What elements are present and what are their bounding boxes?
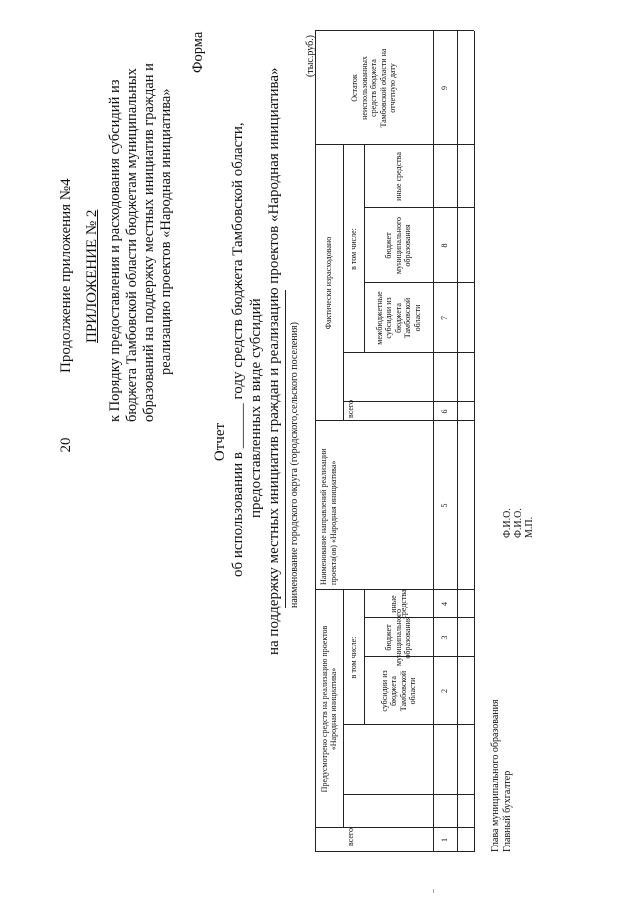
column-number: 2 — [440, 689, 450, 693]
appendix-line-4: реализацию проектов «Народная инициатива» — [158, 88, 174, 375]
appendix-line-3: образований на поддержку местных инициатив граждан и — [141, 63, 157, 422]
planned-funds-header: Предусмотрено средств на реализацию проектов «Народная инициатива» — [319, 625, 338, 793]
actual-including-header: в том числе: — [348, 228, 358, 270]
column-number: 3 — [440, 635, 450, 640]
report-line-2: предоставленных в виде субсидий — [248, 298, 264, 518]
appendix-line-2: бюджета Тамбовской области бюджетам муниципальных — [124, 68, 140, 422]
report-line-1-suffix: году средств бюджета Тамбовской области, — [230, 122, 246, 400]
continuation-note: Продолжение приложения №4 — [58, 178, 74, 373]
appendix-title: ПРИЛОЖЕНИЕ № 2 — [84, 209, 100, 343]
column-number: 1 — [440, 838, 450, 842]
fio-head[interactable]: Ф.И.О. — [502, 508, 513, 538]
head-of-municipality-label: Глава муниципального образования — [490, 699, 501, 852]
page-number: 20 — [58, 437, 74, 453]
planned-including-header: в том числе: — [348, 636, 358, 679]
actual-spent-header: Фактически израсходовано — [324, 236, 334, 330]
appendix-line-1: к Порядку предоставления и расходования субсидий из — [107, 79, 123, 422]
seal-label: М.П. — [524, 516, 535, 538]
planned-total-header: всего — [346, 827, 355, 846]
report-line-1 — [230, 122, 247, 577]
column-number: 8 — [440, 243, 450, 248]
column-number: 9 — [440, 86, 450, 90]
planned-other-header: иные средства — [389, 589, 408, 619]
column-number: 4 — [440, 602, 450, 606]
column-number: 5 — [440, 503, 450, 508]
actual-municipal-header: бюджет муниципального образования — [384, 216, 413, 275]
chief-accountant-label: Главный бухгалтер — [502, 770, 513, 852]
directions-header: Наименование направлений реализации проекта(ов) «Народная инициатива» — [319, 448, 338, 585]
column-number: 7 — [440, 316, 450, 320]
report-title: Отчет — [212, 422, 228, 462]
binding-mark — [433, 889, 434, 893]
remainder-header: Остаток неиспользованных средств бюджета Тамбовской области на отчетную дату — [350, 48, 398, 128]
fio-accountant[interactable]: Ф.И.О. — [513, 508, 524, 538]
column-number: 6 — [440, 409, 450, 414]
table-row[interactable] — [458, 31, 474, 851]
planned-subsidies-header: субсидии из бюджета Тамбовской области — [379, 670, 417, 712]
municipality-caption: наименование городского округа (городского,сельского поселения) — [289, 322, 300, 608]
report-year-blank[interactable]: ______ — [230, 403, 246, 449]
municipality-line[interactable] — [285, 290, 286, 608]
units-label: (тыс.руб.) — [305, 34, 316, 77]
actual-total-header: всего — [346, 399, 355, 418]
actual-subsidies-header: межбюджетные субсидии из бюджета Тамбовской области — [374, 291, 422, 345]
planned-municipal-header: бюджет муниципального образования — [384, 608, 413, 667]
report-line-3: на поддержку местных инициатив граждан и реализацию проектов «Народная инициатива» — [266, 67, 282, 655]
report-line-1-prefix: об использовании в — [230, 451, 246, 577]
form-label: Форма — [190, 31, 206, 73]
actual-other-header: иные средства — [393, 152, 403, 201]
